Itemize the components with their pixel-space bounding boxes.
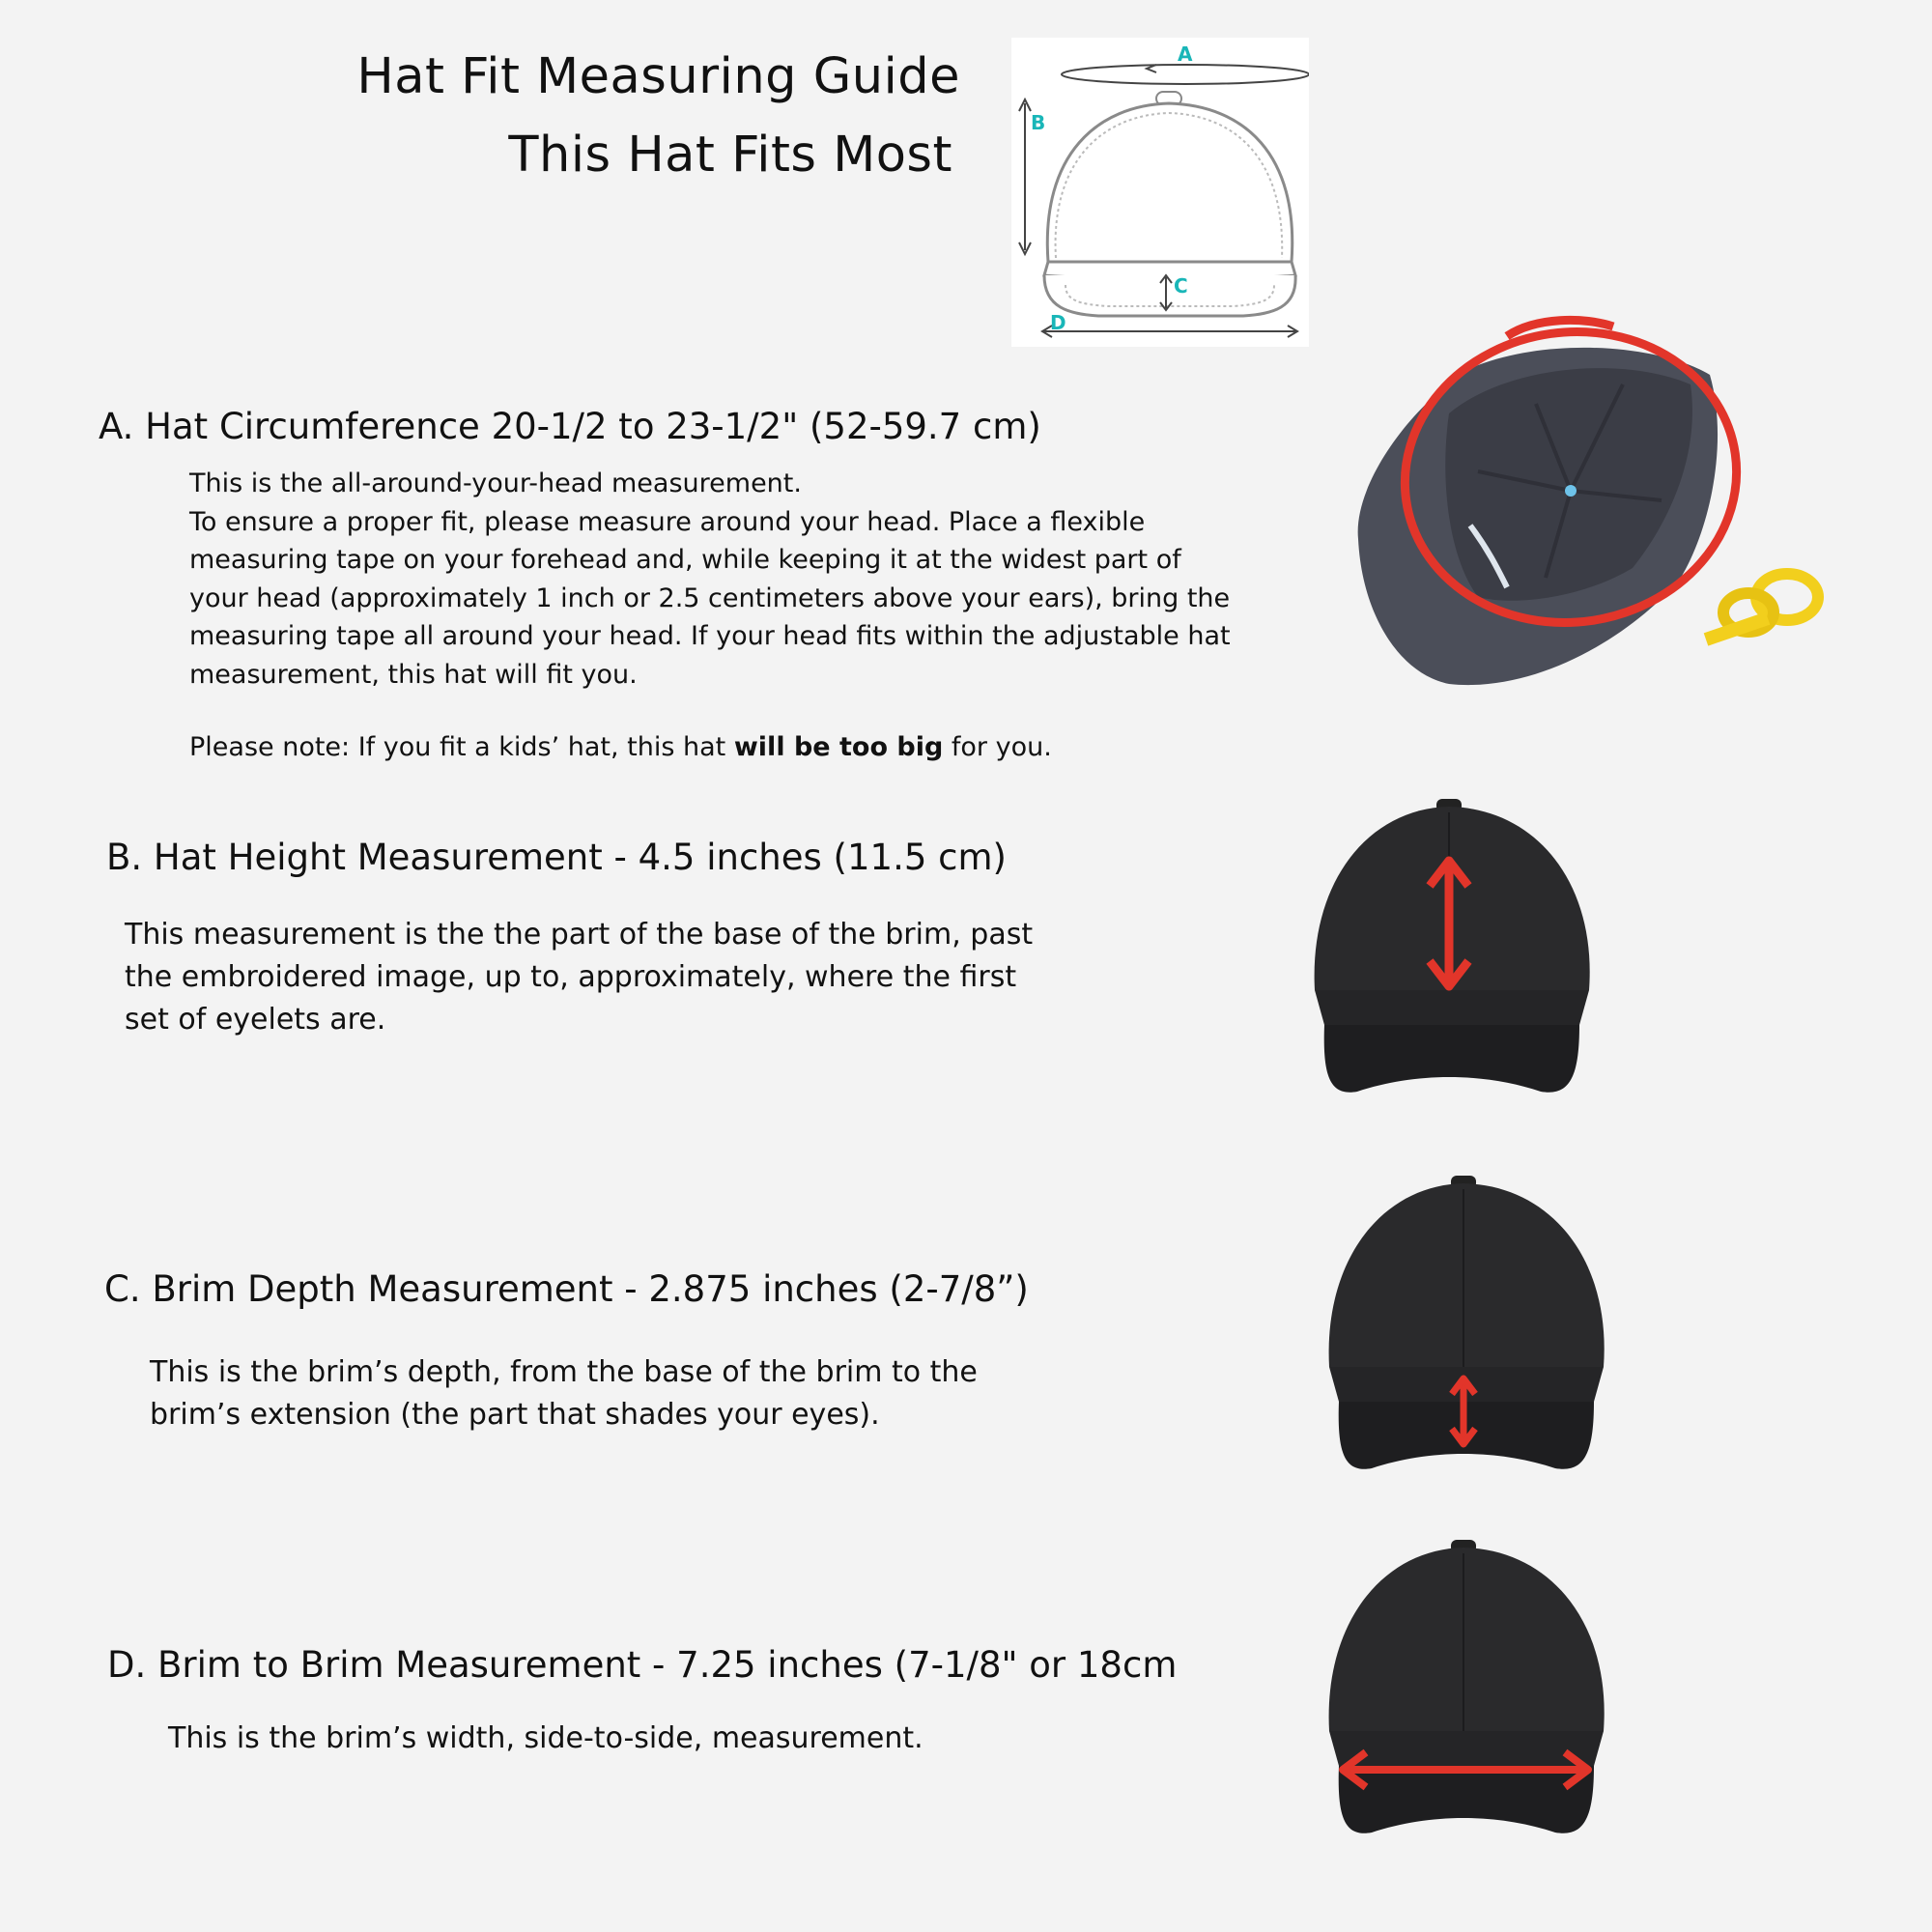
section-c-heading: C. Brim Depth Measurement - 2.875 inches (2-7/8”) [104, 1268, 1029, 1310]
section-b-heading: B. Hat Height Measurement - 4.5 inches (11.5 cm) [106, 837, 1007, 878]
cap-brim-depth-image [1323, 1174, 1613, 1483]
page-title: Hat Fit Measuring Guide [356, 48, 960, 105]
cap-brim-width-image [1323, 1538, 1613, 1847]
cap-crown-outline [1047, 103, 1292, 262]
section-a-instructions: To ensure a proper fit, please measure around your head. Place a flexible measuring tape on your forehead and, while keeping it at the widest part of your head (approximately 1 inch or 2.5 centimeters above your ears), bring the measuring tape all around your head. If your head fits within the adjustable hat measurement, this hat will fit you. [189, 506, 1231, 690]
circumference-ellipse [1062, 65, 1309, 84]
section-a-body [189, 465, 1242, 694]
section-d-heading: D. Brim to Brim Measurement - 7.25 inches (7-1/8" or 18cm [107, 1644, 1178, 1686]
measurement-diagram [1011, 38, 1309, 347]
label-a: A [1178, 43, 1193, 66]
note-prefix: Please note: If you fit a kids’ hat, this hat [189, 732, 734, 762]
section-d-body: This is the brim’s width, side-to-side, measurement. [168, 1721, 923, 1755]
section-a-intro: This is the all-around-your-head measurement. [189, 469, 802, 498]
section-c-body: This is the brim’s depth, from the base of the brim to the brim’s extension (the part that shades your eyes). [150, 1355, 978, 1432]
cap-underside-image [1343, 307, 1835, 694]
label-d: D [1050, 311, 1066, 334]
section-a-note [189, 732, 1052, 762]
note-suffix: for you. [943, 732, 1052, 762]
label-c: C [1174, 274, 1188, 298]
page-subtitle: This Hat Fits Most [508, 127, 952, 184]
cap-button [1565, 485, 1577, 497]
label-b: B [1031, 111, 1046, 134]
section-a-heading: A. Hat Circumference 20-1/2 to 23-1/2" (52-59.7 cm) [99, 406, 1041, 447]
section-b-body: This measurement is the the part of the base of the brim, past the embroidered image, up to, approximately, where the first set of eyelets are. [125, 918, 1034, 1037]
tape-measure-icon [1706, 574, 1818, 639]
cap-height-image [1309, 797, 1599, 1106]
note-bold: will be too big [733, 732, 944, 762]
